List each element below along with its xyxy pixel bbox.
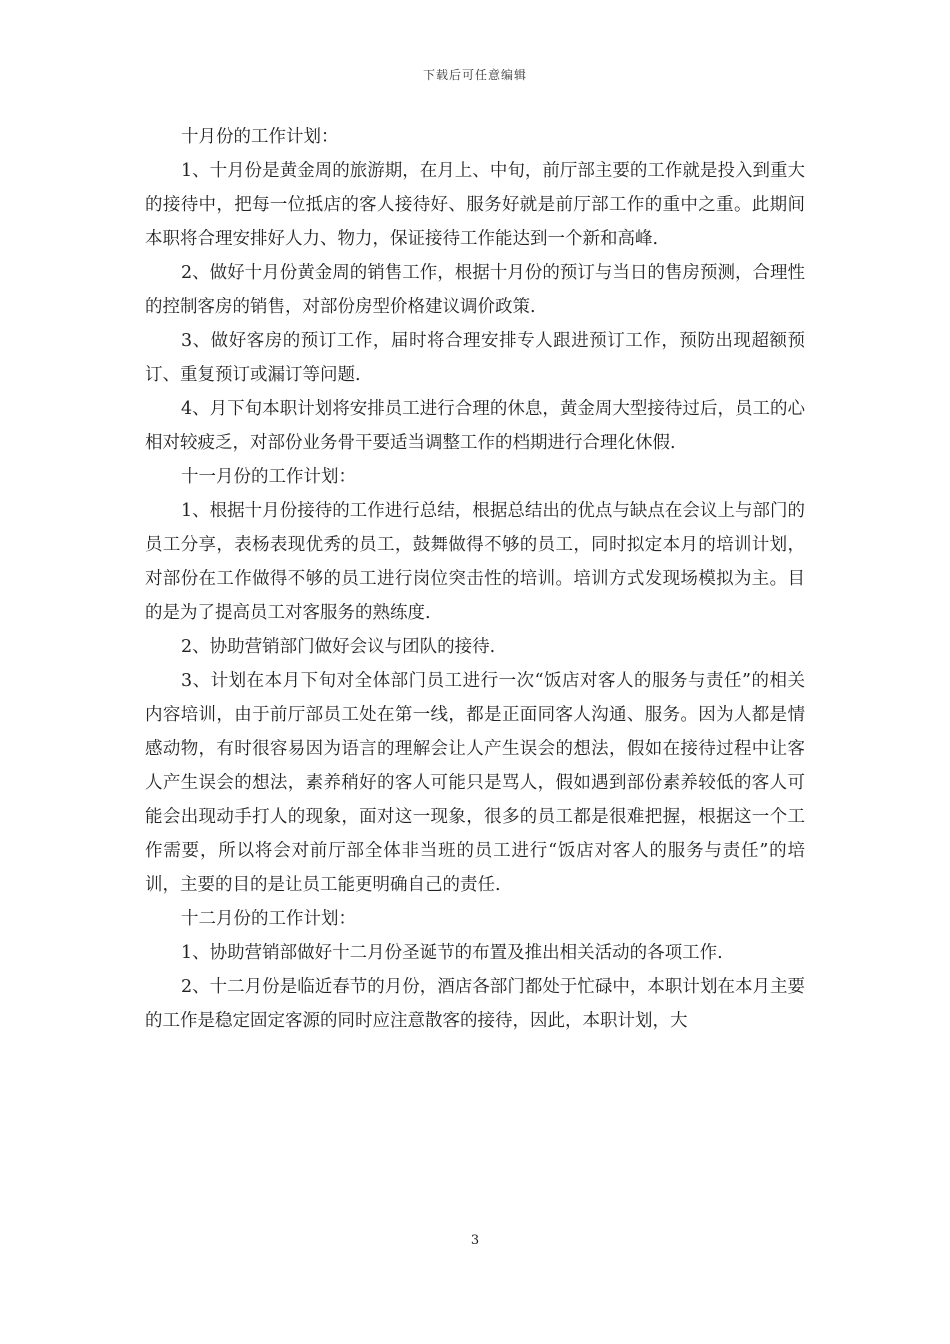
- paragraph: 1、根据十月份接待的工作进行总结，根据总结出的优点与缺点在会议上与部门的员工分享，表杨表现优秀的员工，鼓舞做得不够的员工，同时拟定本月的培训计划，对部份在工作做得不够的员工进行岗位突击性的培训。培训方式发现场模拟为主。目的是为了提高员工对客服务的熟练度.: [145, 501, 805, 623]
- section-title-december: 十二月份的工作计划：: [181, 909, 356, 929]
- section-title-november: 十一月份的工作计划：: [181, 467, 356, 487]
- paragraph: 3、做好客房的预订工作，届时将合理安排专人跟进预订工作，预防出现超额预订、重复预订或漏订等问题.: [145, 331, 805, 385]
- paragraph: 2、做好十月份黄金周的销售工作，根据十月份的预订与当日的售房预测，合理性的控制客房的销售，对部份房型价格建议调价政策.: [145, 263, 805, 317]
- page-number: 3: [470, 1233, 480, 1248]
- paragraph: 2、十二月份是临近春节的月份，酒店各部门都处于忙碌中，本职计划在本月主要的工作是稳定固定客源的同时应注意散客的接待，因此，本职计划，大: [145, 977, 805, 1031]
- document-body: [145, 120, 805, 1038]
- paragraph: 3、计划在本月下旬对全体部门员工进行一次“饭店对客人的服务与责任”的相关内容培训，由于前厅部员工处在第一线，都是正面同客人沟通、服务。因为人都是情感动物，有时很容易因为语言的理解会让人产生误会的想法，假如在接待过程中让客人产生误会的想法，素养稍好的客人可能只是骂人，假如遇到部份素养较低的客人可能会出现动手打人的现象，面对这一现象，很多的员工都是很难把握，根据这一个工作需要，所以将会对前厅部全体非当班的员工进行“饭店对客人的服务与责任”的培训，主要的目的是让员工能更明确自己的责任.: [145, 671, 805, 895]
- paragraph: 1、协助营销部做好十二月份圣诞节的布置及推出相关活动的各项工作.: [181, 943, 723, 963]
- section-title-october: 十月份的工作计划：: [181, 127, 339, 147]
- paragraph: 4、月下旬本职计划将安排员工进行合理的休息，黄金周大型接待过后，员工的心相对较疲乏，对部份业务骨干要适当调整工作的档期进行合理化休假.: [145, 399, 805, 453]
- paragraph: 2、协助营销部门做好会议与团队的接待.: [181, 637, 496, 657]
- page-header: 下载后可任意编辑: [422, 68, 527, 82]
- paragraph: 1、十月份是黄金周的旅游期，在月上、中旬，前厅部主要的工作就是投入到重大的接待中，把每一位抵店的客人接待好、服务好就是前厅部工作的重中之重。此期间本职将合理安排好人力、物力，保证接待工作能达到一个新和高峰.: [145, 161, 805, 249]
